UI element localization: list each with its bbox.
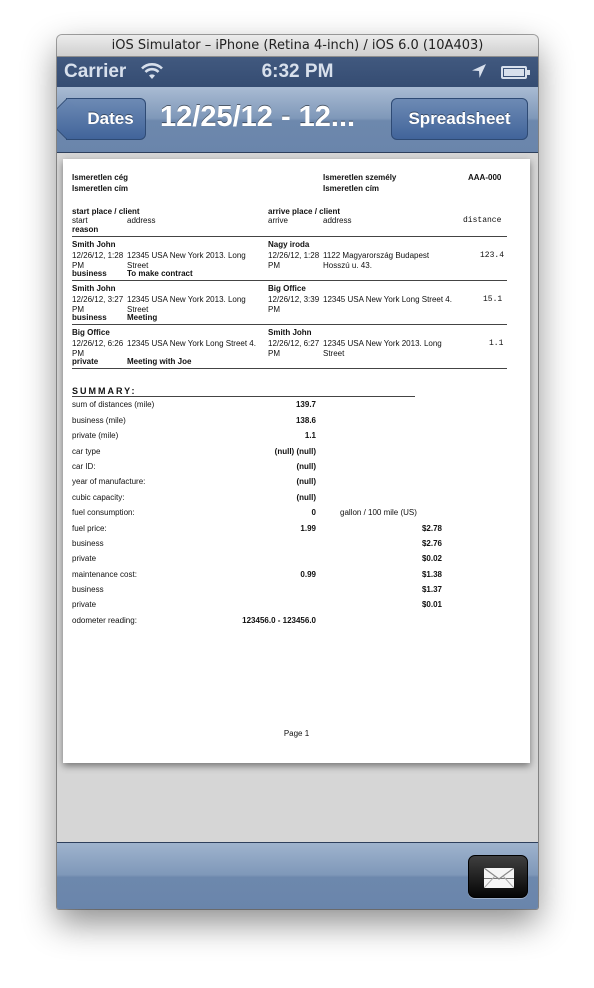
- back-button-label: Dates: [87, 109, 134, 128]
- summary-row: [72, 554, 442, 566]
- summary-label: business (mile): [72, 416, 126, 425]
- divider: [72, 280, 507, 281]
- summary-label: car ID:: [72, 462, 96, 471]
- battery-icon: [501, 66, 527, 79]
- simulator-window: [57, 35, 538, 909]
- summary-row: [72, 462, 442, 474]
- trip-arrive-time: 12/26/12, 6:27 PM: [268, 339, 320, 358]
- summary-value: 139.7: [295, 400, 316, 409]
- summary-label: private (mile): [72, 431, 119, 440]
- summary-row: [72, 400, 442, 412]
- summary-title: SUMMARY:: [72, 386, 137, 396]
- divider: [72, 236, 507, 237]
- summary-value: (null): [296, 493, 316, 502]
- summary-row: [72, 524, 442, 536]
- summary-row: [72, 570, 442, 582]
- trip-arrive-address: 12345 USA New York Long Street 4.: [323, 295, 452, 304]
- company-address: Ismeretlen cím: [72, 184, 129, 193]
- trip-reason: Meeting with Joe: [127, 357, 192, 366]
- summary-value: 0.99: [300, 570, 316, 579]
- summary-amount: $0.02: [421, 554, 442, 563]
- summary-divider: [72, 396, 415, 397]
- summary-value: (null): [296, 477, 316, 486]
- summary-label: business: [72, 539, 104, 548]
- navigation-bar: [57, 87, 538, 153]
- trip-start-address: 12345 USA New York 2013. Long Street: [127, 251, 246, 270]
- summary-amount: $1.38: [421, 570, 442, 579]
- trip-arrive-client: Nagy iroda: [268, 240, 310, 249]
- nav-title: 12/25/12 - 12...: [160, 101, 356, 133]
- summary-row: [72, 600, 442, 612]
- header-arrive: arrive: [268, 216, 289, 225]
- person-address: Ismeretlen cím: [323, 184, 380, 193]
- summary-label: odometer reading:: [72, 616, 137, 625]
- trip-reason: Meeting: [127, 313, 158, 322]
- trip-arrive-client: Smith John: [268, 328, 312, 337]
- header-distance: distance: [463, 216, 502, 225]
- trip-arrive-address: 1122 Magyarország Budapest Hosszú u. 43.: [323, 251, 430, 270]
- summary-row: [72, 493, 442, 505]
- trip-arrive-time: 12/26/12, 1:28 PM: [268, 251, 320, 270]
- page-number: Page 1: [283, 729, 310, 738]
- summary-row: [72, 585, 442, 597]
- summary-value: 1.99: [300, 524, 316, 533]
- license-plate: AAA-000: [468, 173, 502, 182]
- summary-value: 138.6: [295, 416, 316, 425]
- summary-label: car type: [72, 447, 101, 456]
- trip-start-time: 12/26/12, 3:27 PM: [72, 295, 124, 314]
- summary-label: cubic capacity:: [72, 493, 125, 502]
- simulator-title: iOS Simulator – iPhone (Retina 4-inch) / iOS 6.0 (10A403): [57, 35, 538, 57]
- trip-start-client: Smith John: [72, 240, 116, 249]
- summary-row: [72, 416, 442, 428]
- trip-distance: 15.1: [483, 295, 503, 304]
- summary-row: [72, 508, 442, 520]
- status-time: 6:32 PM: [261, 61, 334, 82]
- trip-start-time: 12/26/12, 1:28 PM: [72, 251, 124, 270]
- trip-distance: 123.4: [480, 251, 505, 260]
- trip-start-client: Big Office: [72, 328, 110, 337]
- summary-label: year of manufacture:: [72, 477, 146, 486]
- summary-label: private: [72, 600, 97, 609]
- summary-row: [72, 447, 442, 459]
- trip-type: private: [72, 357, 99, 366]
- mail-button[interactable]: [468, 855, 528, 898]
- report-content-area[interactable]: [57, 153, 538, 842]
- summary-value: (null) (null): [274, 447, 316, 456]
- status-bar: [57, 57, 538, 87]
- summary-value: 123456.0 - 123456.0: [242, 616, 316, 625]
- carrier-label: Carrier: [64, 61, 127, 82]
- trip-arrive-address: 12345 USA New York 2013. Long Street: [323, 339, 442, 358]
- trip-start-time: 12/26/12, 6:26 PM: [72, 339, 124, 358]
- summary-amount: $1.37: [421, 585, 442, 594]
- summary-unit: gallon / 100 mile (US): [340, 508, 417, 517]
- divider: [72, 368, 507, 369]
- trip-type: business: [72, 269, 107, 278]
- summary-label: private: [72, 554, 97, 563]
- summary-label: sum of distances (mile): [72, 400, 155, 409]
- summary-value: (null): [296, 462, 316, 471]
- trip-start-client: Smith John: [72, 284, 116, 293]
- company-name: Ismeretlen cég: [72, 173, 129, 182]
- summary-row: [72, 539, 442, 551]
- header-arrive-address: address: [323, 216, 352, 225]
- divider: [72, 324, 507, 325]
- header-reason: reason: [72, 225, 99, 234]
- trip-start-address: 12345 USA New York 2013. Long Street: [127, 295, 246, 314]
- report-page: [63, 159, 530, 763]
- summary-row: [72, 616, 442, 628]
- header-arrive-place: arrive place / client: [268, 207, 341, 216]
- bottom-toolbar: [57, 842, 538, 909]
- trip-type: business: [72, 313, 107, 322]
- header-start-place: start place / client: [72, 207, 140, 216]
- trip-arrive-client: Big Office: [268, 284, 306, 293]
- summary-value: 0: [311, 508, 316, 517]
- spreadsheet-button[interactable]: Spreadsheet: [391, 98, 528, 140]
- mail-icon: [484, 868, 514, 888]
- trip-distance: 1.1: [489, 339, 504, 348]
- back-button-dates[interactable]: [66, 98, 146, 140]
- summary-label: fuel price:: [72, 524, 107, 533]
- trip-reason: To make contract: [127, 269, 193, 278]
- trip-start-address: 12345 USA New York Long Street 4.: [127, 339, 256, 348]
- location-arrow-icon: [471, 63, 487, 85]
- summary-amount: $0.01: [421, 600, 442, 609]
- summary-label: maintenance cost:: [72, 570, 137, 579]
- summary-label: business: [72, 585, 104, 594]
- summary-row: [72, 431, 442, 443]
- header-start-address: address: [127, 216, 156, 225]
- person-name: Ismeretlen személy: [323, 173, 397, 182]
- trip-arrive-time: 12/26/12, 3:39 PM: [268, 295, 320, 314]
- header-start: start: [72, 216, 88, 225]
- summary-row: [72, 477, 442, 489]
- summary-label: fuel consumption:: [72, 508, 135, 517]
- summary-amount: $2.76: [421, 539, 442, 548]
- summary-value: 1.1: [304, 431, 316, 440]
- summary-amount: $2.78: [421, 524, 442, 533]
